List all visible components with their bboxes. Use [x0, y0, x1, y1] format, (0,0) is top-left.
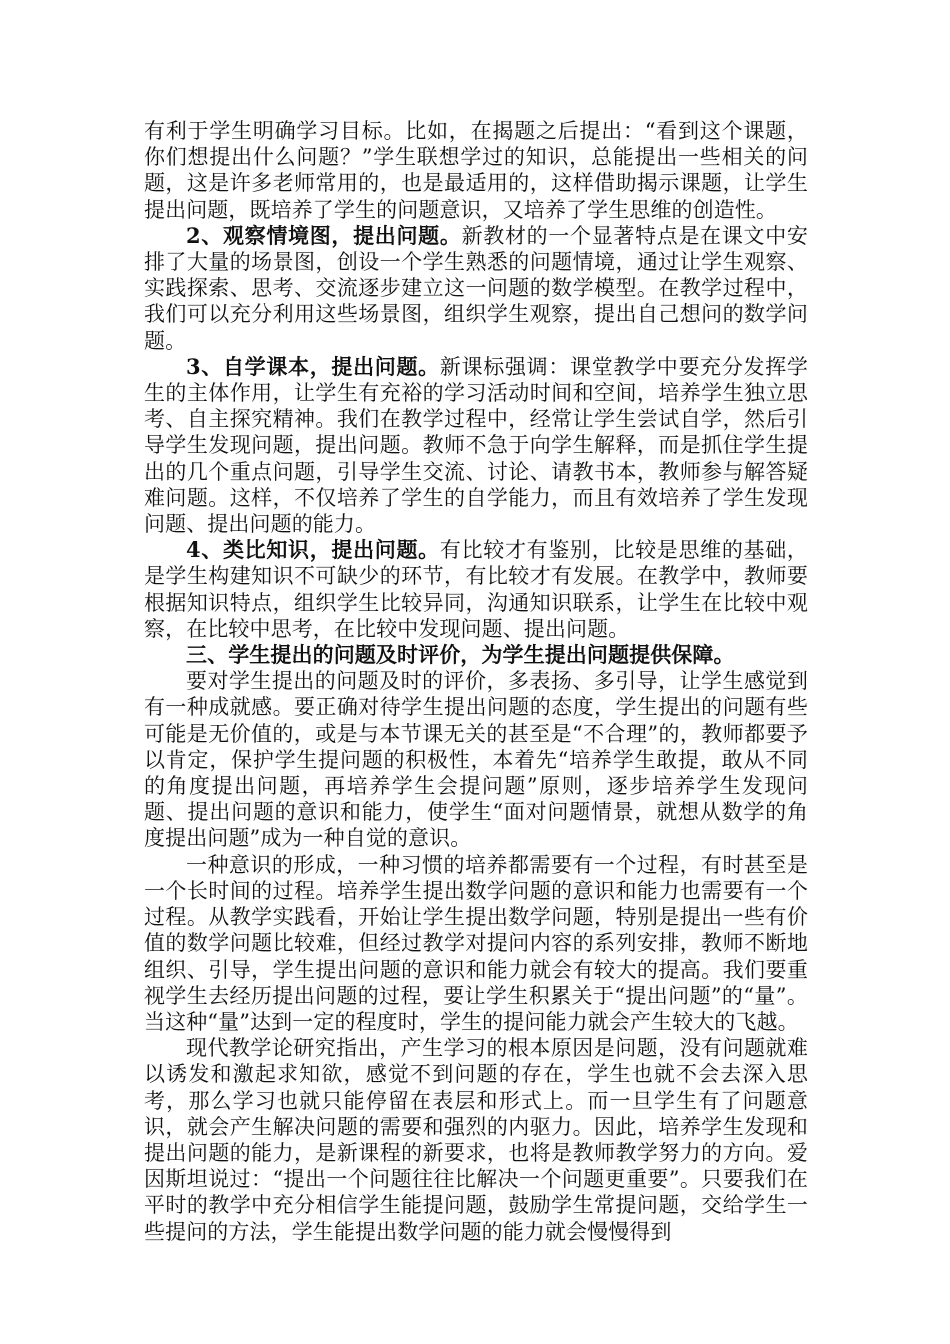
paragraph-text: 新课标强调：课堂教学中要充分发挥学生的主体作用，让学生有充裕的学习活动时间和空间，培养学生独立思考、自主探究精神。我们在教学过程中，经常让学生尝试自学，然后引导学生发现问题，提出问题。教师不急于向学生解释，而是抓住学生提出的几个重点问题，引导学生交流、讨论、请教书本，教师参与解答疑难问题。这样，不仅培养了学生的自学能力，而且有效培养了学生发现问题、提出问题的能力。	[144, 354, 809, 537]
paragraph-continuation	[144, 118, 808, 223]
paragraph-lead: 2、观察情境图，提出问题。	[186, 222, 462, 248]
paragraph-lead: 4、类比知识，提出问题。	[186, 537, 440, 563]
paragraph-text: 一种意识的形成，一种习惯的培养都需要有一个过程，有时甚至是一个长时间的过程。培养学生提出数学问题的意识和能力也需要有一个过程。从教学实践看，开始让学生提出数学问题，特别是提出一些有价值的数学问题比较难，但经过教学对提问内容的系列安排，教师不断地组织、引导，学生提出问题的意识和能力就会有较大的提高。我们要重视学生去经历提出问题的过程，要让学生积累关于“提出问题”的“量”。当这种“量”达到一定的程度时，学生的提问能力就会产生较大的飞越。	[144, 852, 808, 1034]
paragraph-observe-scene	[144, 223, 808, 354]
document-page	[144, 118, 808, 1245]
paragraph-text: 要对学生提出的问题及时的评价，多表扬、多引导，让学生感觉到有一种成就感。要正确对待学生提出问题的态度，学生提出的问题有些可能是无价值的，或是与本节课无关的甚至是“不合理”的，教师都要予以肯定，保护学生提问题的积极性，本着先“培养学生敢提，敢从不同的角度提出问题，再培养学生会提问题”原则，逐步培养学生发现问题、提出问题的意识和能力，使学生“面对问题情景，就想从数学的角度提出问题”成为一种自觉的意识。	[144, 669, 808, 851]
paragraph-theory	[144, 1035, 808, 1245]
paragraph-evaluation	[144, 668, 808, 851]
paragraph-self-study	[144, 354, 808, 537]
paragraph-habit	[144, 852, 808, 1035]
paragraph-text: 新教材的一个显著特点是在课文中安排了大量的场景图，创设一个学生熟悉的问题情境，通过让学生观察、实践探索、思考、交流逐步建立这一问题的数学模型。在教学过程中，我们可以充分利用这些场景图，组织学生观察，提出自己想问的数学问题。	[144, 223, 808, 353]
section-heading: 三、学生提出的问题及时评价，为学生提出问题提供保障。	[186, 642, 735, 668]
paragraph-lead: 3、自学课本，提出问题。	[186, 353, 440, 379]
paragraph-analogy	[144, 537, 808, 642]
paragraph-text: 有比较才有鉴别，比较是思维的基础，是学生构建知识不可缺少的环节，有比较才有发展。在教学中，教师要根据知识特点，组织学生比较异同，沟通知识联系，让学生在比较中观察，在比较中思考，在比较中发现问题、提出问题。	[144, 538, 809, 641]
paragraph-text: 现代教学论研究指出，产生学习的根本原因是问题，没有问题就难以诱发和激起求知欲，感觉不到问题的存在，学生也就不会去深入思考，那么学习也就只能停留在表层和形式上。而一旦学生有了问题意识，就会产生解决问题的需要和强烈的内驱力。因此，培养学生发现和提出问题的能力，是新课程的新要求，也将是教师教学努力的方向。爱因斯坦说过：“提出一个问题往往比解决一个问题更重要”。只要我们在平时的教学中充分相信学生能提问题，鼓励学生常提问题，交给学生一些提问的方法，学生能提出数学问题的能力就会慢慢得到	[144, 1036, 808, 1244]
paragraph-text: 有利于学生明确学习目标。比如，在揭题之后提出：“看到这个课题，你们想提出什么问题？”学生联想学过的知识，总能提出一些相关的问题，这是许多老师常用的，也是最适用的，这样借助揭示课题，让学生提出问题，既培养了学生的问题意识，又培养了学生思维的创造性。	[144, 119, 808, 222]
